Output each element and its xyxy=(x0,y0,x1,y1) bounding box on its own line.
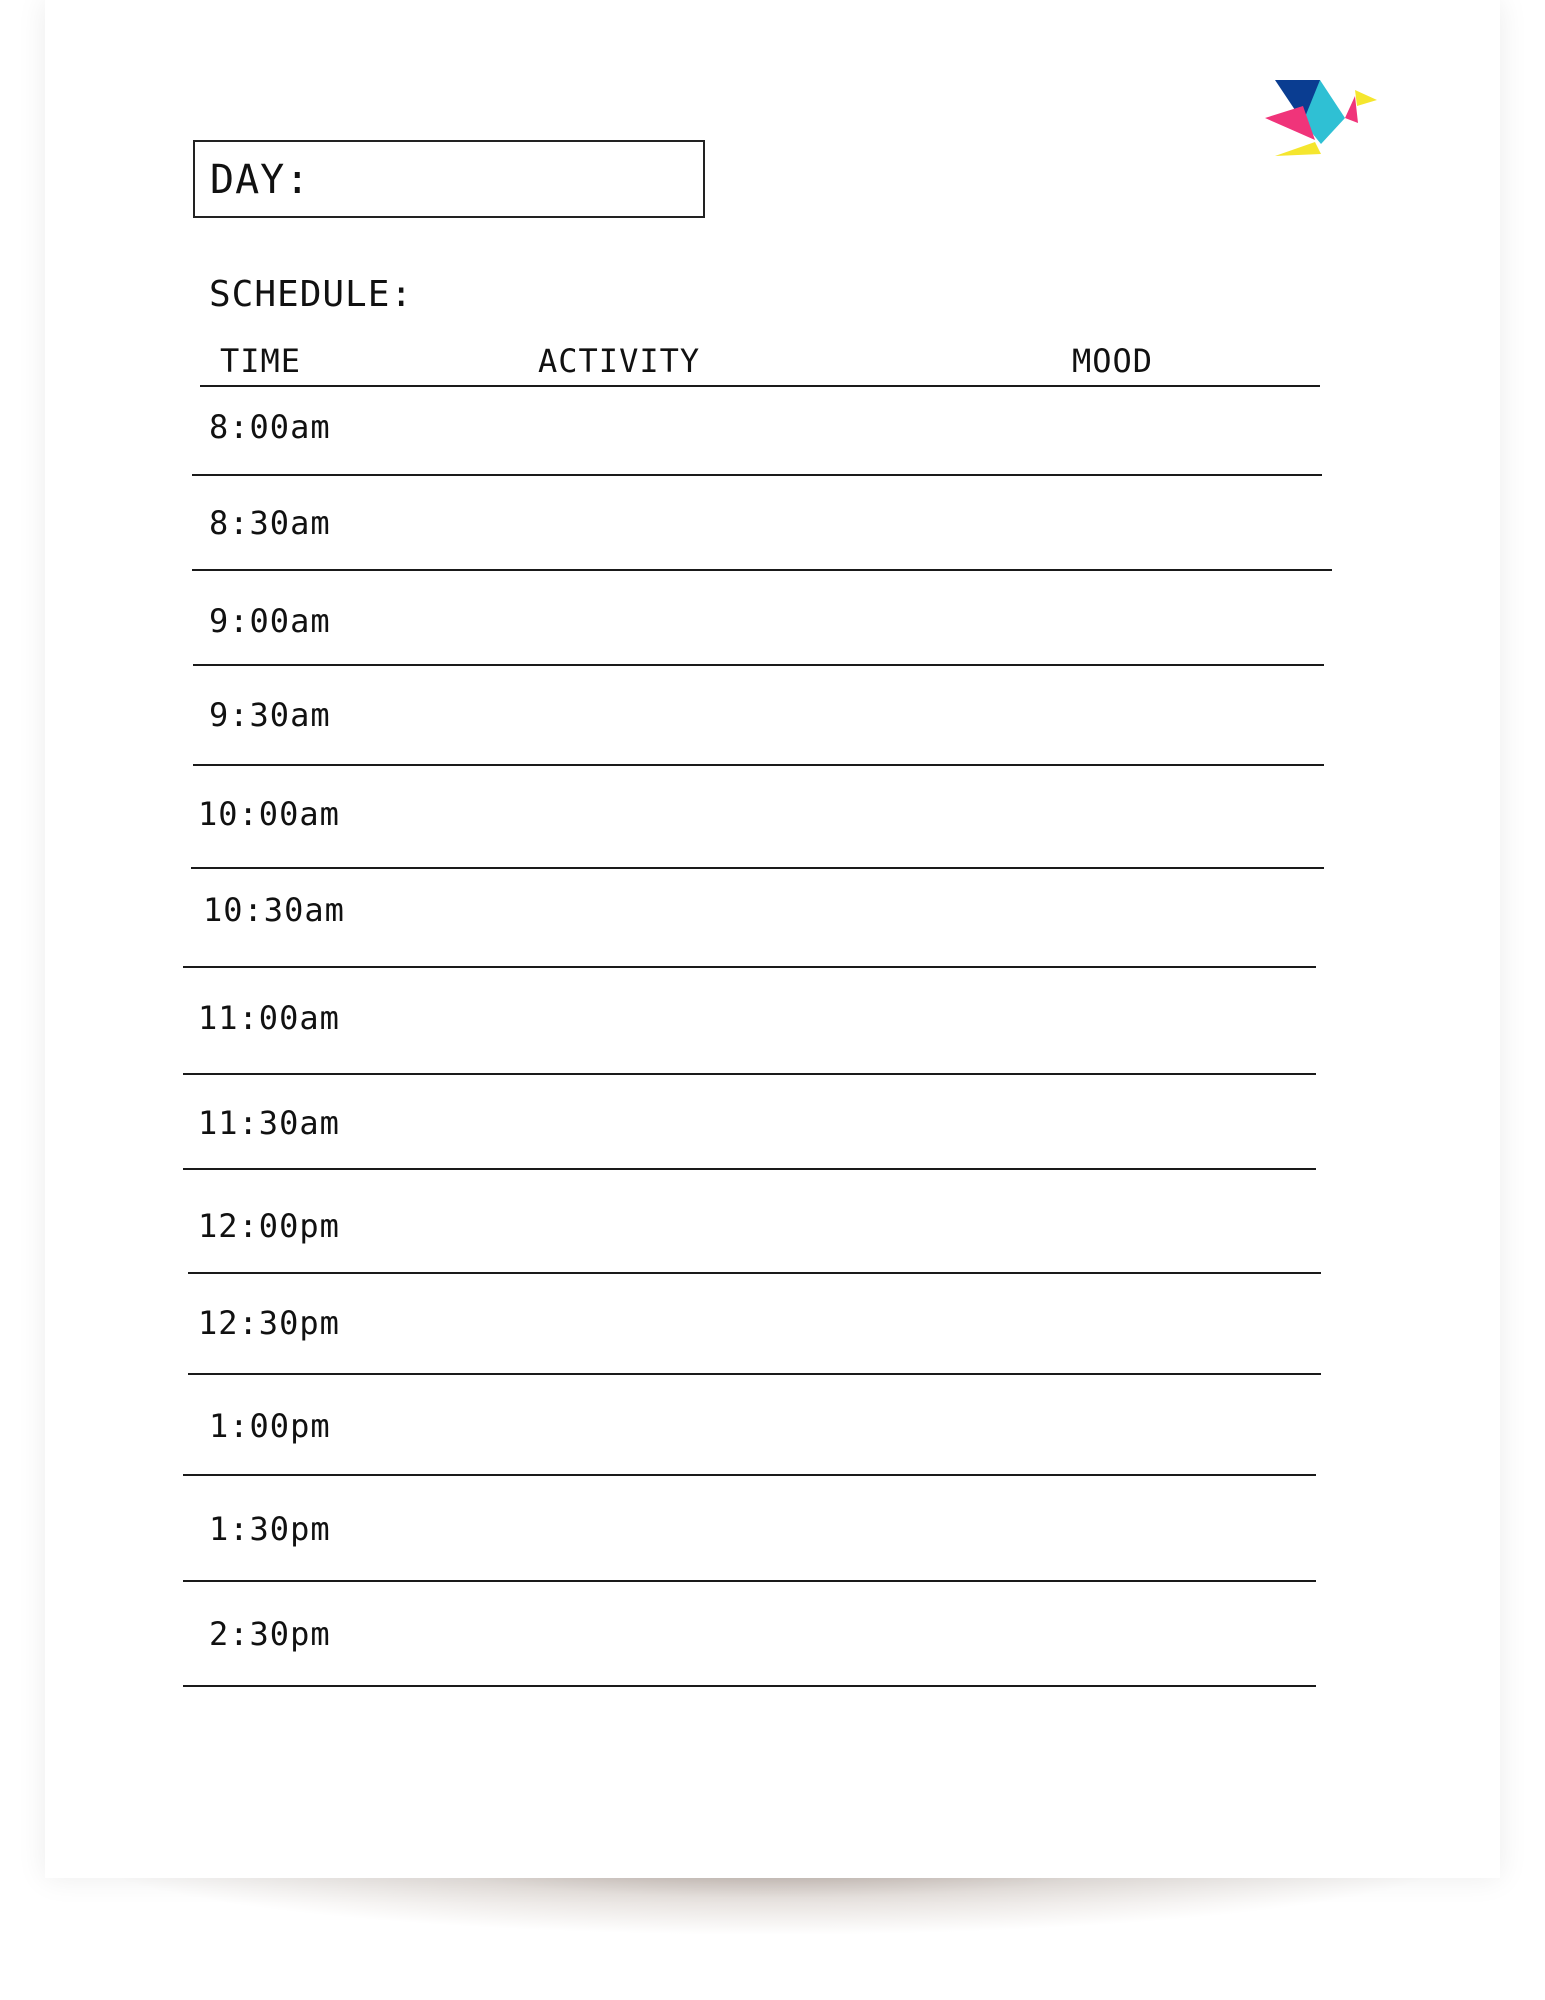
row-divider xyxy=(183,1474,1316,1476)
row-divider xyxy=(191,867,1324,869)
row-divider xyxy=(193,664,1324,666)
row-divider xyxy=(192,569,1332,571)
time-slot-label: 9:00am xyxy=(209,602,331,640)
time-slot-label: 1:00pm xyxy=(209,1407,331,1445)
column-header-activity: ACTIVITY xyxy=(538,342,701,380)
row-divider xyxy=(183,1685,1316,1687)
time-slot-label: 11:30am xyxy=(198,1104,340,1142)
row-divider xyxy=(183,966,1316,968)
column-header-mood: MOOD xyxy=(1072,342,1154,380)
schedule-heading: SCHEDULE: xyxy=(209,274,414,315)
time-slot-label: 12:30pm xyxy=(198,1304,340,1342)
time-slot-label: 8:30am xyxy=(209,504,331,542)
row-divider xyxy=(192,474,1322,476)
time-slot-label: 9:30am xyxy=(209,696,331,734)
time-slot-label: 2:30pm xyxy=(209,1615,331,1653)
time-slot-label: 10:00am xyxy=(198,795,340,833)
column-header-time: TIME xyxy=(220,342,302,380)
time-slot-label: 12:00pm xyxy=(198,1207,340,1245)
time-slot-label: 1:30pm xyxy=(209,1510,331,1548)
origami-bird-icon xyxy=(1265,78,1390,163)
row-divider xyxy=(188,1373,1321,1375)
row-divider xyxy=(183,1168,1316,1170)
time-slot-label: 11:00am xyxy=(198,999,340,1037)
day-label: DAY: xyxy=(210,157,311,203)
row-divider xyxy=(193,764,1324,766)
row-divider xyxy=(188,1272,1321,1274)
header-rule xyxy=(200,385,1320,387)
time-slot-label: 8:00am xyxy=(209,408,331,446)
time-slot-label: 10:30am xyxy=(203,891,345,929)
day-field[interactable] xyxy=(193,140,705,218)
row-divider xyxy=(183,1073,1316,1075)
row-divider xyxy=(183,1580,1316,1582)
